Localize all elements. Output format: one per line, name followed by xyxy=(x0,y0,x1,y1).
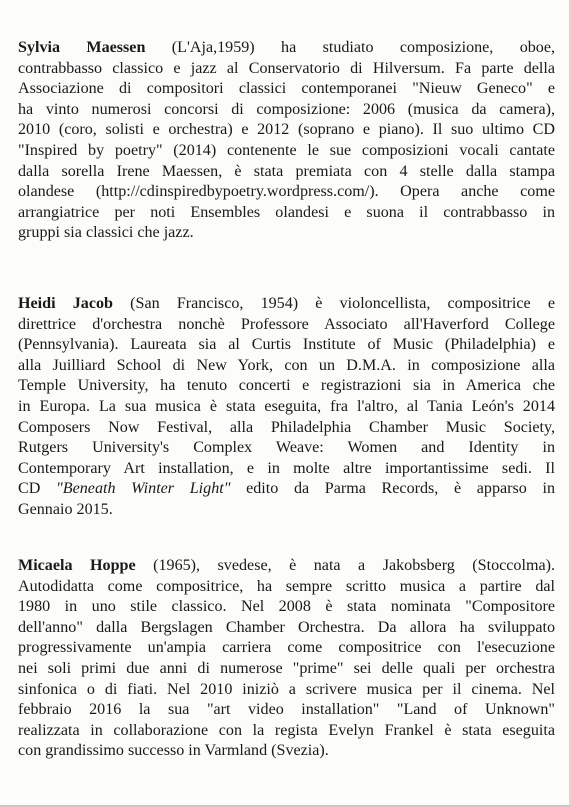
composer-name: Sylvia Maessen xyxy=(18,39,146,56)
composer-name: Micaela Hoppe xyxy=(18,557,136,574)
bio-line: in Europa. La sua musica è stata eseguita, fra l'altro, al Tania León's 2014 xyxy=(18,397,555,415)
bio-line: nei soli primi due anni di numerose "prime" sei delle quali per orchestra xyxy=(18,659,555,677)
cd-title: "Beneath Winter Light" xyxy=(56,480,231,498)
bio-line: dalla sorella Irene Maessen, è stata premiata con 4 stelle dalla stampa xyxy=(18,162,555,180)
bio-line: arrangiatrice per noti Ensembles olandesi e suona il contrabbasso in xyxy=(18,203,555,221)
bio-line: Temple University, ha tenuto concerti e registrazioni sia in America che xyxy=(18,377,555,395)
bio-line: gruppi sia classici che jazz. xyxy=(18,224,194,242)
bio-line xyxy=(18,479,555,500)
bio-line: dell'anno" dalla Bergslagen Chamber Orchestra. Da allora ha sviluppato xyxy=(18,618,555,636)
bio-line: Contemporary Art installation, e in molte altre importantissime sedi. Il xyxy=(18,459,555,477)
bio-line: Composers Now Festival, alla Philadelphia Chamber Music Society, xyxy=(18,418,555,436)
bio-line: Gennaio 2015. xyxy=(18,500,113,518)
bio-line: febbraio 2016 la sua "art video installation" "Land of Unknown" xyxy=(18,701,555,719)
bio-line: olandese (http://cdinspiredbypoetry.wordpress.com/). Opera anche come xyxy=(18,183,555,201)
bio-text: (San Francisco, 1954) è violoncellista, compositrice e xyxy=(112,295,555,312)
bio-line: 1980 in uno stile classico. Nel 2008 è stata nominata "Compositore xyxy=(18,598,555,616)
bio-line xyxy=(18,556,555,577)
bio-sylvia-maessen xyxy=(18,38,555,244)
bio-line: (Pennsylvania). Laureata sia al Curtis Institute of Music (Philadelphia) e xyxy=(18,336,555,354)
bio-line: alla Juilliard School di New York, con un D.M.A. in composizione alla xyxy=(18,356,555,374)
bio-text: edito da Parma Records, è apparso in xyxy=(230,480,555,498)
bio-line: direttrice d'orchestra nonchè Professore Associato all'Haverford College xyxy=(18,315,555,333)
bio-line: ha vinto numerosi concorsi di composizione: 2006 (musica da camera), xyxy=(18,100,555,118)
bio-line xyxy=(18,294,555,315)
bio-text: (1965), svedese, è nata a Jakobsberg (Stoccolma). xyxy=(135,557,555,574)
bio-micaela-hoppe xyxy=(18,556,555,762)
bio-line: contrabbasso classico e jazz al Conservatorio di Hilversum. Fa parte della xyxy=(18,59,555,77)
bio-line: realizzata in collaborazione con la regista Evelyn Frankel è stata eseguita xyxy=(18,721,555,739)
bio-line xyxy=(18,38,555,59)
bio-line: 2010 (coro, solisti e orchestra) e 2012 (soprano e piano). Il suo ultimo CD xyxy=(18,121,555,139)
bio-line: progressivamente un'ampia carriera come compositrice con l'esecuzione xyxy=(18,639,555,657)
bio-line: Rutgers University's Complex Weave: Women and Identity in xyxy=(18,439,555,457)
bio-text: (L'Aja,1959) ha studiato composizione, oboe, xyxy=(145,39,555,56)
bio-line: "Inspired by poetry" (2014) contenente le sue composizioni vocali cantate xyxy=(18,141,555,159)
bio-text: CD xyxy=(18,480,57,498)
composer-name: Heidi Jacob xyxy=(18,295,113,312)
bio-line: sinfonica o di fiati. Nel 2010 iniziò a scrivere musica per il cinema. Nel xyxy=(18,680,555,698)
bio-heidi-jacob xyxy=(18,294,555,521)
bio-line: Associazione di compositori classici contemporanei "Nieuw Geneco" e xyxy=(18,80,555,98)
bio-line: Autodidatta come compositrice, ha sempre scritto musica a partire dal xyxy=(18,577,555,595)
bio-line: con grandissimo successo in Varmland (Svezia). xyxy=(18,742,329,760)
